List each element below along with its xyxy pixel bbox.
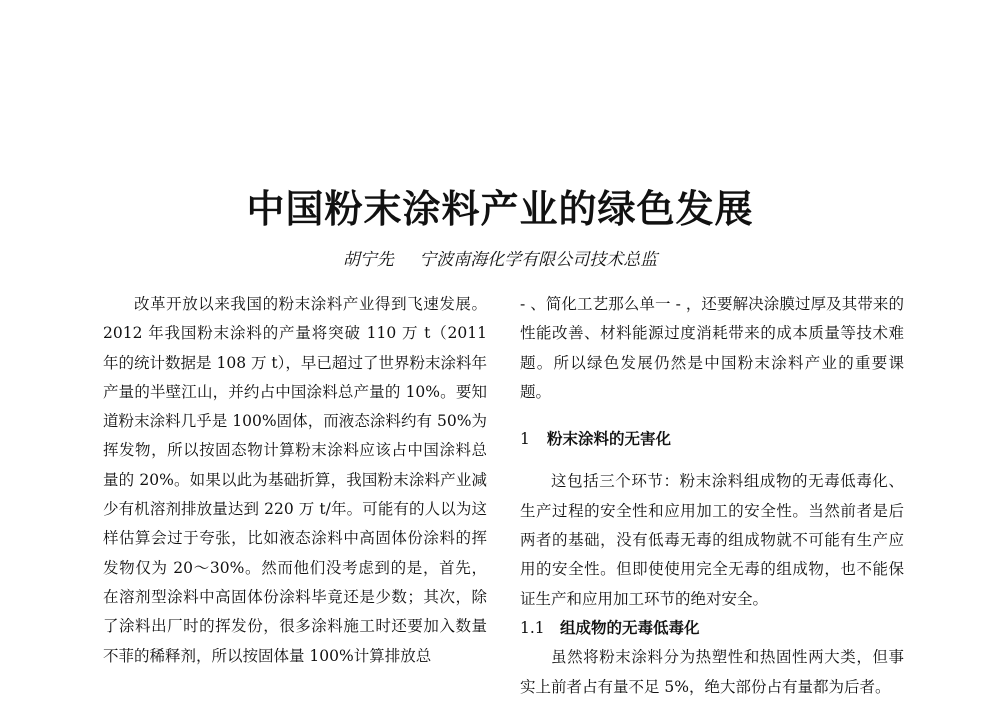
section-number: 1	[520, 430, 530, 449]
article-title: 中国粉末涂料产业的绿色发展	[246, 187, 754, 231]
subsection-1-1-paragraph: 虽然将粉末涂料分为热塑性和热固性两大类，但事实上前者占有量不足 5%，绝大部份占有量都为后者。	[520, 648, 904, 696]
author-name: 胡宁先	[342, 250, 394, 270]
author-line	[0, 245, 1000, 270]
intro-paragraph: 改革开放以来我国的粉末涂料产业得到飞速发展。2012 年我国粉末涂料的产量将突破 110 万 t（2011 年的统计数据是 108 万 t），早已超过了世界粉末涂料年产量的半壁江山，并约占中国涂料总产量的 10%。要知道粉末涂料几乎是 100%固体，而液态涂料约有 50%为挥发物，所以按固态物计算粉末涂料应该占中国涂料总量的 20%。如果以此为基础折算，我国粉末涂料产业减少有机溶剂排放量达到 220 万 t/年。可能有的人以为这样估算会过于夸张，比如液态涂料中高固体份涂料的挥发物仅为 20～30%。然而他们没考虑到的是，首先，在溶剂型涂料中高固体份涂料毕竟还是少数；其次，除了涂料出厂时的挥发份，很多涂料施工时还要加入数量不菲的稀释剂，所以按固体量 100%计算排放总	[103, 295, 487, 665]
subsection-heading-1-1	[520, 614, 904, 643]
subsection-title: 组成物的无毒低毒化	[560, 618, 700, 637]
section-1-paragraph: 这包括三个环节：粉末涂料组成物的无毒低毒化、生产过程的安全性和应用加工的安全性。当然前者是后两者的基础，没有低毒无毒的组成物就不可能有生产应用的安全性。但即使使用完全无毒的组成物，也不能保证生产和应用加工环节的绝对安全。	[520, 472, 904, 608]
left-column	[103, 290, 487, 671]
continuation-paragraph: - 、简化工艺那么单一 - ，还要解决涂膜过厚及其带来的性能改善、材料能源过度消耗带来的成本质量等技术难题。所以绿色发展仍然是中国粉末涂料产业的重要课题。	[520, 295, 904, 401]
subsection-number: 1.1	[520, 618, 545, 637]
section-heading-1	[520, 425, 904, 454]
right-column	[520, 290, 904, 702]
section-title: 粉末涂料的无害化	[547, 430, 672, 449]
author-affiliation: 宁波南海化学有限公司技术总监	[419, 250, 658, 270]
